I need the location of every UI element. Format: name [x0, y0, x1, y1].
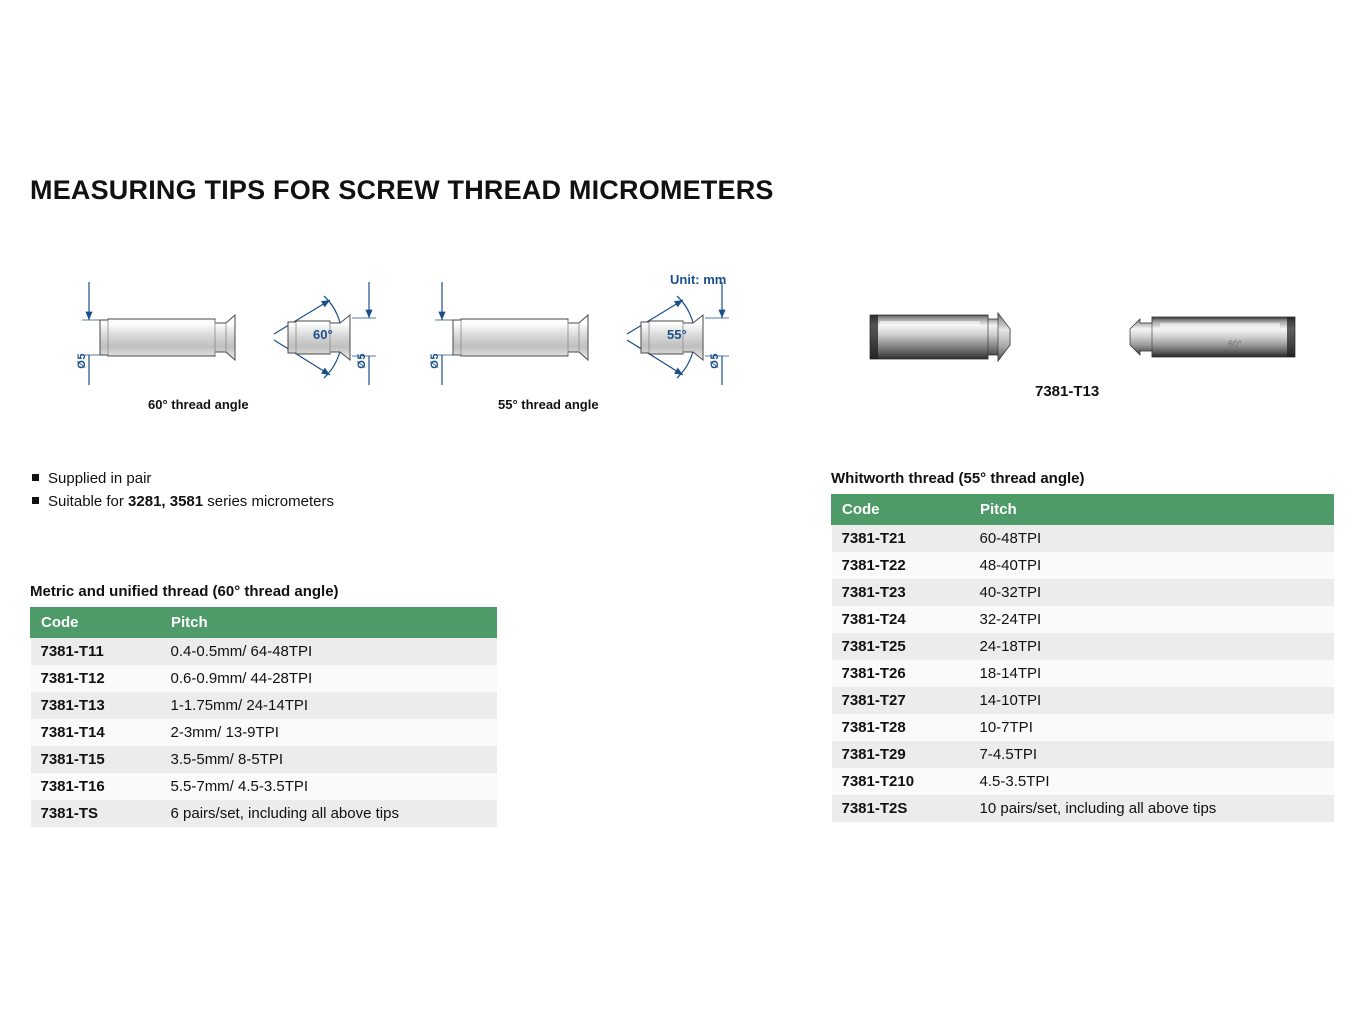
- feature-bullet-list: [32, 470, 334, 516]
- table-row: [31, 800, 497, 827]
- cell-code: 7381-T23: [832, 579, 970, 606]
- whitworth-thread-table: [831, 494, 1334, 822]
- cell-code: 7381-T24: [832, 606, 970, 633]
- angle-label-55: 55°: [667, 327, 687, 342]
- caption-55-degree: 55° thread angle: [498, 397, 599, 412]
- cell-pitch: 5.5-7mm/ 4.5-3.5TPI: [161, 773, 497, 800]
- column-header-code: Code: [832, 495, 970, 525]
- column-header-code: Code: [31, 608, 161, 638]
- cell-pitch: 1-1.75mm/ 24-14TPI: [161, 692, 497, 719]
- column-header-pitch: Pitch: [970, 495, 1334, 525]
- metric-table-title: Metric and unified thread (60° thread angle): [30, 583, 339, 600]
- cell-pitch: 32-24TPI: [970, 606, 1334, 633]
- cell-code: 7381-TS: [31, 800, 161, 827]
- cell-code: 7381-T25: [832, 633, 970, 660]
- cell-code: 7381-T2S: [832, 795, 970, 822]
- photo-caption: 7381-T13: [1035, 383, 1100, 400]
- table-row: [31, 773, 497, 800]
- table-row: [832, 606, 1334, 633]
- cell-code: 7381-T11: [31, 638, 161, 666]
- table-row: [31, 746, 497, 773]
- cell-code: 7381-T14: [31, 719, 161, 746]
- caption-60-degree: 60° thread angle: [148, 397, 249, 412]
- metric-thread-table-block: [30, 583, 497, 827]
- bullet-square-icon: [32, 497, 39, 504]
- angle-label-60: 60°: [313, 327, 333, 342]
- cell-pitch: 24-18TPI: [970, 633, 1334, 660]
- cell-code: 7381-T12: [31, 665, 161, 692]
- cell-pitch: 10-7TPI: [970, 714, 1334, 741]
- diameter-label-1: Ø5: [76, 353, 88, 369]
- cell-pitch: 18-14TPI: [970, 660, 1334, 687]
- table-row: [832, 552, 1334, 579]
- table-row: [31, 638, 497, 666]
- cell-pitch: 40-32TPI: [970, 579, 1334, 606]
- table-row: [832, 741, 1334, 768]
- cell-pitch: 10 pairs/set, including all above tips: [970, 795, 1334, 822]
- table-row: [832, 660, 1334, 687]
- table-header-row: [832, 495, 1334, 525]
- cell-code: 7381-T16: [31, 773, 161, 800]
- cell-code: 7381-T26: [832, 660, 970, 687]
- diameter-label-3: Ø5: [429, 353, 441, 369]
- cell-pitch: 2-3mm/ 13-9TPI: [161, 719, 497, 746]
- bullet-square-icon: [32, 474, 39, 481]
- table-row: [832, 525, 1334, 553]
- cell-pitch: 14-10TPI: [970, 687, 1334, 714]
- cell-pitch: 0.4-0.5mm/ 64-48TPI: [161, 638, 497, 666]
- technical-drawing: [30, 260, 790, 425]
- cell-code: 7381-T28: [832, 714, 970, 741]
- bullet-text: Suitable for 3281, 3581 series micrometers: [48, 493, 334, 510]
- cell-pitch: 3.5-5mm/ 8-5TPI: [161, 746, 497, 773]
- table-header-row: [31, 608, 497, 638]
- bullet-text: Supplied in pair: [48, 470, 152, 487]
- cell-pitch: 48-40TPI: [970, 552, 1334, 579]
- table-row: [832, 687, 1334, 714]
- table-row: [832, 579, 1334, 606]
- diameter-label-4: Ø5: [709, 353, 721, 369]
- list-item: [32, 493, 334, 510]
- svg-text:60°: 60°: [1228, 339, 1242, 349]
- table-row: [31, 665, 497, 692]
- metric-thread-table: [30, 607, 497, 827]
- table-row: [31, 719, 497, 746]
- diameter-label-2: Ø5: [356, 353, 368, 369]
- cell-pitch: 60-48TPI: [970, 525, 1334, 553]
- cell-code: 7381-T27: [832, 687, 970, 714]
- cell-code: 7381-T22: [832, 552, 970, 579]
- cell-code: 7381-T210: [832, 768, 970, 795]
- table-row: [832, 768, 1334, 795]
- column-header-pitch: Pitch: [161, 608, 497, 638]
- list-item: [32, 470, 334, 487]
- cell-code: 7381-T13: [31, 692, 161, 719]
- cell-code: 7381-T29: [832, 741, 970, 768]
- cell-code: 7381-T15: [31, 746, 161, 773]
- whitworth-thread-table-block: [831, 470, 1334, 822]
- table-row: [832, 795, 1334, 822]
- cell-pitch: 6 pairs/set, including all above tips: [161, 800, 497, 827]
- table-row: [832, 714, 1334, 741]
- cell-pitch: 0.6-0.9mm/ 44-28TPI: [161, 665, 497, 692]
- cell-code: 7381-T21: [832, 525, 970, 553]
- table-row: [31, 692, 497, 719]
- cell-pitch: 7-4.5TPI: [970, 741, 1334, 768]
- unit-label: Unit: mm: [670, 272, 727, 287]
- cell-pitch: 4.5-3.5TPI: [970, 768, 1334, 795]
- page-title: MEASURING TIPS FOR SCREW THREAD MICROMETERS: [30, 175, 774, 205]
- whitworth-table-title: Whitworth thread (55° thread angle): [831, 470, 1085, 487]
- table-row: [832, 633, 1334, 660]
